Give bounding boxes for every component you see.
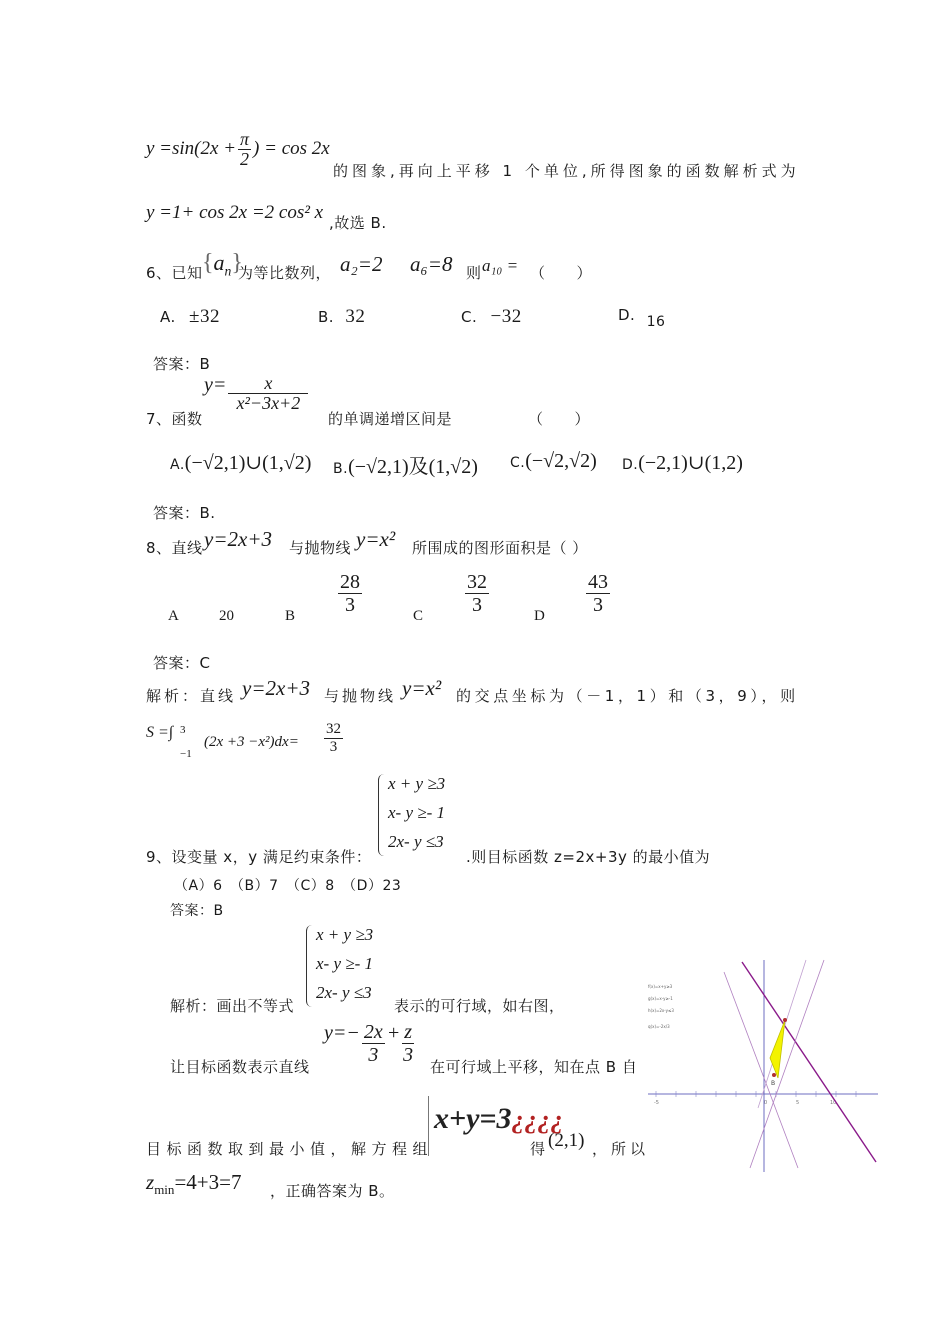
q8-parabola: y=x² (356, 527, 396, 551)
formula-cos2: y =1+ cos 2x =2 cos² x (146, 202, 324, 223)
x-tick-label: 5 (796, 1100, 800, 1106)
q6-number: 6、已知 (146, 264, 203, 282)
q8-analysis-prefix: 解析：直线 (146, 687, 237, 705)
q9-answer: 答案：B (170, 903, 224, 919)
q8-text-end: 所围成的图形面积是（ ） (412, 539, 588, 557)
point-b (772, 1073, 776, 1077)
frac-num: z (404, 1021, 413, 1043)
q9-objective (324, 1022, 416, 1066)
frac-num: 32 (467, 571, 487, 593)
frac-num: 43 (588, 571, 608, 593)
q6-paren: （ ） (530, 264, 593, 282)
x-tick-label: 10 (830, 1100, 837, 1106)
q8-line: y=2x+3 (204, 527, 272, 551)
q7-option-b (333, 450, 478, 479)
q9-analysis-2: 让目标函数表示直线 (170, 1058, 310, 1076)
frac-num: π (240, 129, 250, 149)
q6-option-a (160, 306, 220, 328)
q9-analysis-constraint-3: 2x- y ≤3 (316, 983, 372, 1002)
legend-f: f(x)=x+y≥3 (648, 984, 673, 989)
q9-analysis-1: 解析：画出不等式 (170, 997, 295, 1015)
zmin-value: =4+3=7 (174, 1170, 242, 1194)
obj-plus: + (386, 1021, 401, 1044)
q7-answer: 答案：B. (153, 504, 216, 522)
frac (362, 1022, 385, 1066)
integral-result (322, 722, 345, 755)
q8-option-c-label: C (413, 608, 424, 624)
q9-analysis-3-get: 得 (530, 1140, 546, 1158)
q8-analysis-end: 的交点坐标为（－1，1）和（3，9），则 (456, 687, 799, 705)
frac-den: 3 (403, 1044, 414, 1066)
objective-line (742, 962, 876, 1162)
q7-paren: （ ） (528, 410, 591, 428)
option-label: B. (318, 308, 335, 326)
q9-analysis-3: 目标函数取到最小值，解方程组 (146, 1140, 434, 1158)
q9-options: （A）6 （B）7 （C）8 （D）23 (174, 878, 402, 894)
q7-number: 7、函数 (146, 410, 203, 428)
integral-lower: −1 (180, 748, 192, 760)
q6-answer: 答案：B (153, 355, 211, 373)
func-lhs: y= (204, 374, 227, 397)
frac-num: 32 (326, 721, 341, 737)
option-value: (−√2,1)∪(1,√2) (184, 452, 312, 474)
q9-zmin (146, 1170, 241, 1198)
legend-h: h(x)=2x-y≤3 (648, 1008, 674, 1013)
frac-num: x (228, 374, 308, 394)
q9-constraint-3: 2x- y ≤3 (388, 832, 444, 851)
frac-num: 2x (363, 1021, 383, 1043)
q8-option-c-value (463, 572, 491, 616)
q6-option-b (318, 306, 365, 328)
integral-upper: 3 (180, 724, 186, 736)
q9-text-end: .则目标函数 z=2x+3y 的最小值为 (466, 848, 711, 866)
formula-lhs: y =sin(2x + (146, 138, 237, 160)
option-value: 16 (646, 314, 666, 330)
option-label: D. (622, 457, 639, 473)
option-value: 32 (345, 306, 366, 327)
q9-brace (378, 774, 387, 856)
option-label: C. (510, 455, 526, 471)
q8-analysis-line: y=2x+3 (242, 676, 310, 700)
zmin-z: z (146, 1170, 155, 1194)
legend-g: g(x)=x-y≥-1 (648, 996, 673, 1001)
q6-target: a₁₀ = (482, 256, 519, 275)
frac (465, 572, 489, 616)
q6-cond-1: a₂=2 (340, 252, 383, 276)
q7-function (204, 374, 310, 414)
line-x-plus-y (724, 972, 798, 1168)
q9-number: 9、设变量 x，y 满足约束条件： (146, 848, 372, 866)
q6-cond-2: a₆=8 (410, 252, 453, 276)
q9-analysis-brace (306, 925, 315, 1007)
frac-den: 3 (472, 594, 482, 616)
q8-option-d-label: D (534, 608, 545, 624)
option-label: D. (618, 306, 636, 324)
option-value: −32 (490, 306, 522, 327)
option-value: (−√2,√2) (525, 450, 597, 472)
frac-num: 28 (340, 571, 360, 593)
option-label: C. (461, 308, 478, 326)
option-label: A. (170, 457, 185, 473)
frac (586, 572, 610, 616)
frac-den: 3 (329, 738, 338, 755)
system-equation: x+y=3 (434, 1102, 512, 1135)
feasible-region (770, 1020, 785, 1078)
q9-analysis-2-end: 在可行域上平移，知在点 B 自 (430, 1058, 638, 1076)
q6-sequence: $\{a_n\}$ (202, 250, 243, 279)
integral-body: (2x +3 −x²)dx= (204, 734, 299, 750)
seq-a: a (213, 250, 225, 275)
q9-point: (2,1) (548, 1130, 585, 1151)
point-b-label: B (771, 1080, 776, 1087)
frac (338, 572, 362, 616)
frac-den: 3 (593, 594, 603, 616)
func-frac (228, 374, 308, 414)
q7-option-c (510, 450, 597, 473)
integral-lhs: S =∫ (146, 724, 174, 741)
vertex-a (783, 1018, 787, 1022)
q8-option-a-label: A (168, 608, 179, 624)
x-tick-label: -5 (654, 1100, 659, 1106)
q8-integral (146, 724, 173, 742)
obj-lhs: y=− (324, 1021, 360, 1044)
option-value: ±32 (189, 306, 220, 327)
q8-analysis-mid: 与抛物线 (324, 687, 397, 705)
frac-den: 3 (368, 1044, 379, 1066)
option-label: A. (160, 308, 176, 326)
q8-option-d-value (584, 572, 612, 616)
frac-den: 2 (240, 148, 250, 169)
seq-sub: n (224, 263, 232, 279)
frac-den: 3 (345, 594, 355, 616)
q8-option-a-value: 20 (219, 608, 234, 624)
option-label: B. (333, 461, 349, 477)
q9-analysis-1-end: 表示的可行域，如右图， (394, 997, 565, 1015)
q8-text-mid: 与抛物线 (289, 539, 352, 557)
frac (324, 722, 343, 755)
q6-option-c (461, 306, 522, 328)
q9-analysis-constraint-1: x + y ≥3 (316, 925, 374, 944)
q8-answer: 答案：C (153, 654, 211, 672)
q7-option-d (622, 450, 743, 475)
q6-option-d (618, 306, 666, 330)
x-tick-label: 0 (764, 1100, 768, 1106)
q9-analysis-3-end: ，所以 (592, 1140, 650, 1158)
system-brace (428, 1096, 431, 1156)
system-garbled: ¿¿¿¿ (511, 1105, 564, 1134)
zmin-sub: min (154, 1182, 175, 1198)
pi-over-2 (238, 130, 251, 170)
q7-text: 的单调递增区间是 (328, 410, 453, 428)
q8-number: 8、直线 (146, 539, 203, 557)
q9-analysis-constraint-2: x- y ≥- 1 (316, 954, 373, 973)
frac-den: x²−3x+2 (236, 392, 301, 413)
q6-then: 则 (466, 264, 482, 282)
q8-option-b-value (336, 572, 364, 616)
q7-option-a (170, 450, 311, 475)
q5-text-2: ,故选 B. (329, 214, 387, 232)
formula-rhs: ) = cos 2x (253, 138, 330, 160)
q9-system (434, 1102, 564, 1136)
q9-constraint-2: x- y ≥- 1 (388, 803, 445, 822)
frac (402, 1022, 414, 1066)
q8-analysis-parabola: y=x² (402, 676, 442, 700)
q5-text-1: 的图象,再向上平移 1 个单位,所得图象的函数解析式为 (333, 162, 800, 180)
feasible-region-figure (646, 958, 882, 1174)
q9-final: ，正确答案为 B。 (270, 1182, 395, 1200)
q6-text-mid: 为等比数列， (238, 264, 332, 282)
legend-q: q(x)=-2x/3 (648, 1024, 670, 1029)
option-value: (−√2,1)及(1,√2) (348, 456, 478, 478)
q8-option-b-label: B (285, 608, 296, 624)
formula-sin-cos (146, 130, 330, 170)
q9-constraint-1: x + y ≥3 (388, 774, 446, 793)
option-value: (−2,1)∪(1,2) (638, 452, 743, 474)
